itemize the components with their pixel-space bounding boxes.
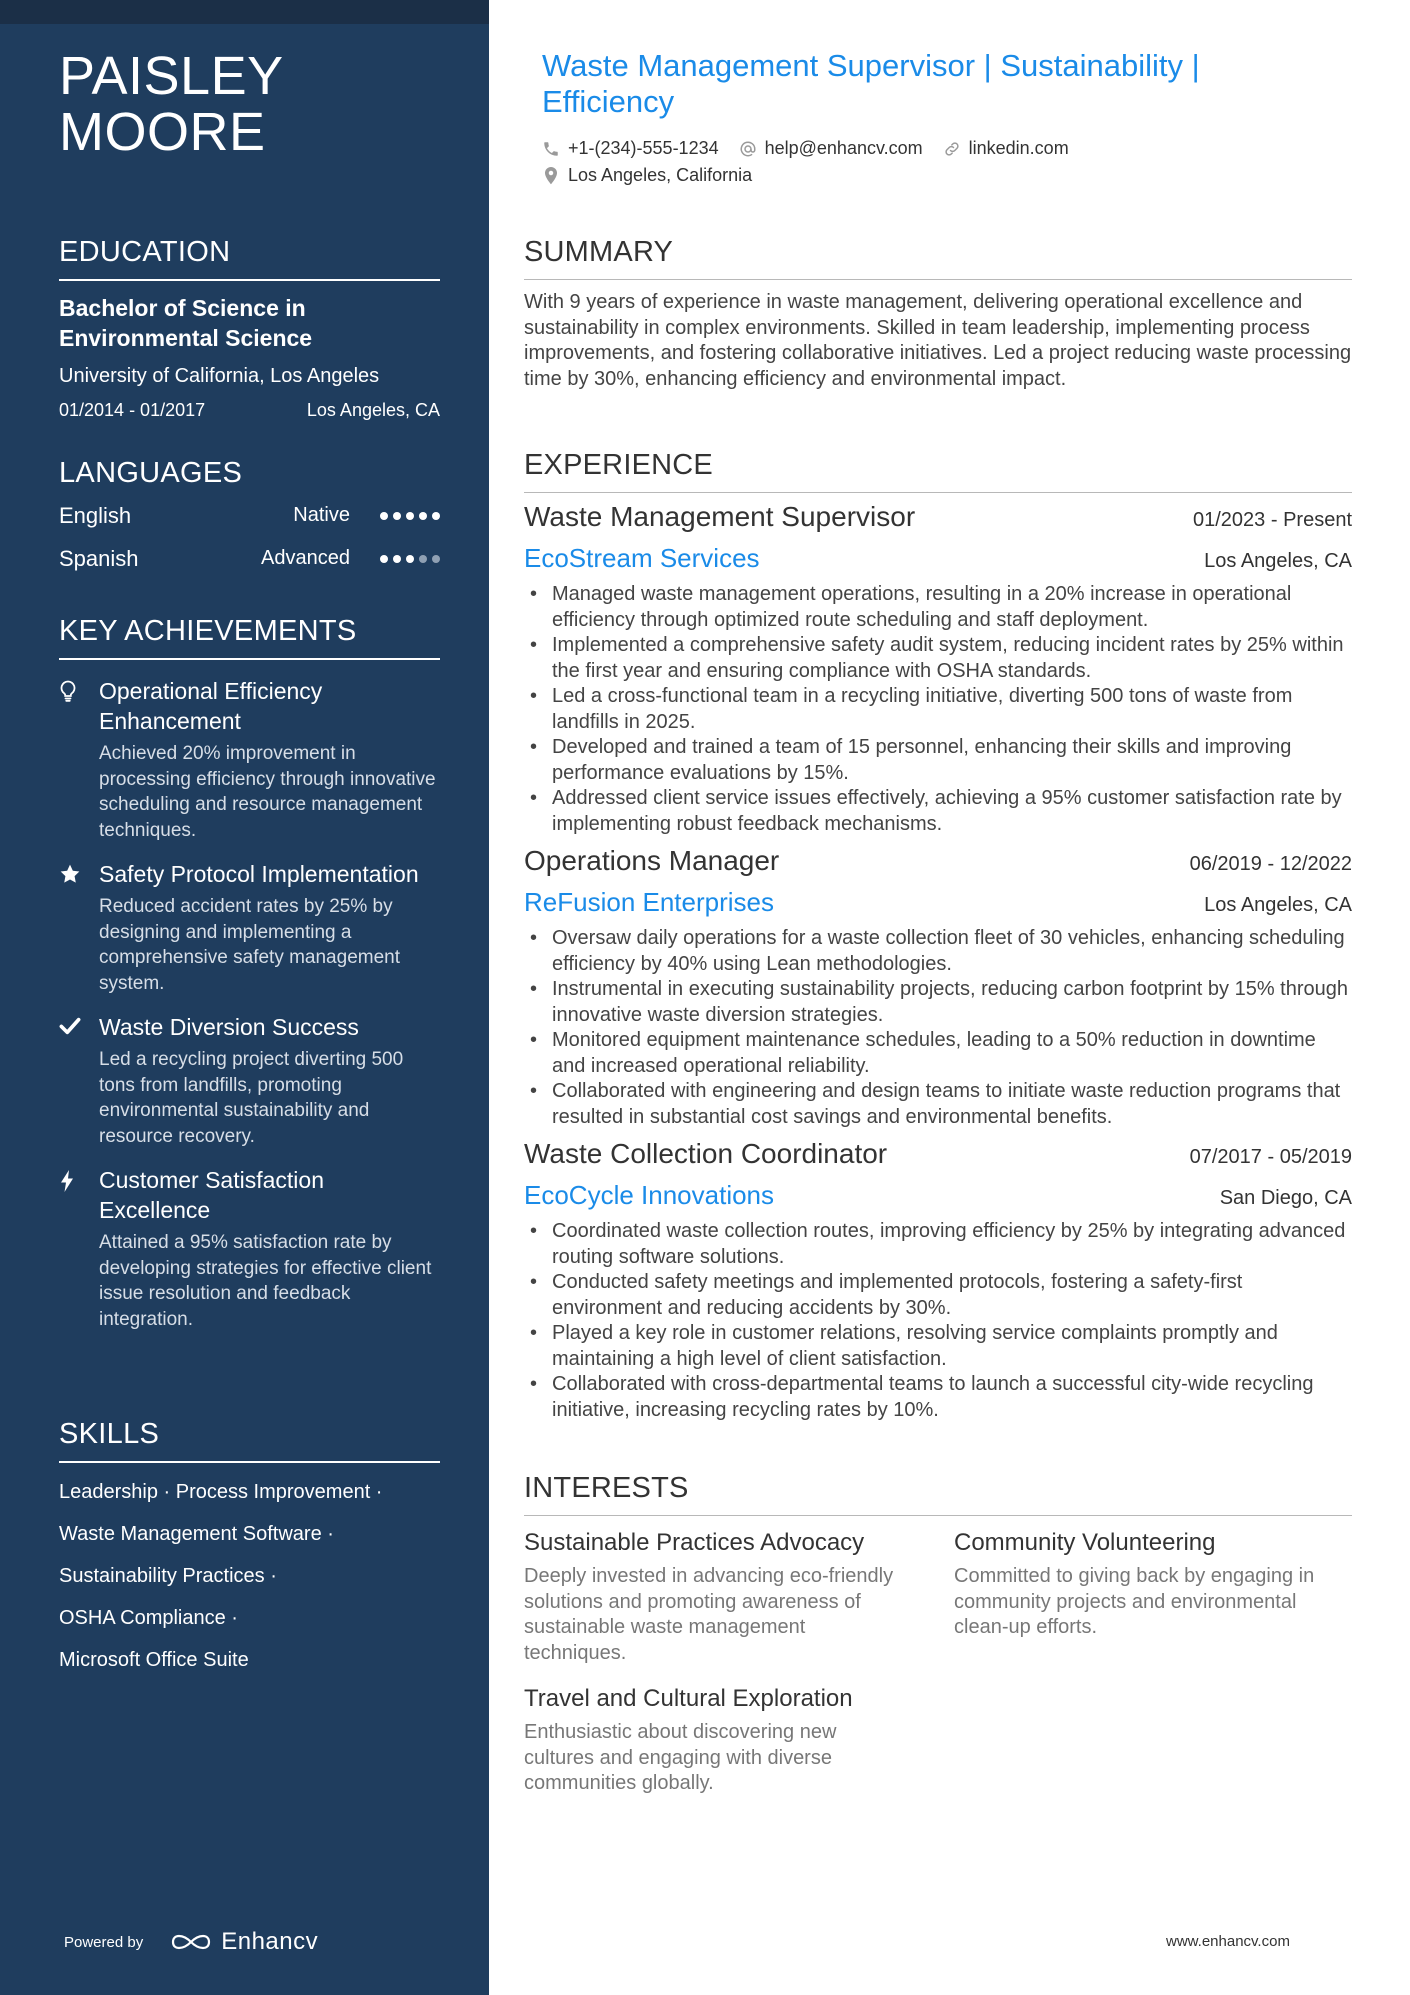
achievement-title: Operational Efficiency Enhancement [99, 678, 323, 734]
job-bullet: • Monitored equipment maintenance schedules, leading to a 50% reduction in downtime and increased operational reliability. [524, 1028, 1352, 1079]
job-bullet: • Addressed client service issues effectively, achieving a 95% customer satisfaction rate by implementing robust feedback mechanisms. [524, 786, 1352, 837]
interest-title: Travel and Cultural Exploration [524, 1685, 853, 1712]
achievement-desc: Achieved 20% improvement in processing efficiency through innovative scheduling and resource management techniques. [99, 743, 436, 841]
summary-section [524, 236, 1352, 392]
job-bullets [524, 1219, 1352, 1423]
job-bullet: • Conducted safety meetings and implemented protocols, fostering a safety-first environment and reducing accidents by 30%. [524, 1270, 1352, 1321]
job-entry [524, 845, 1352, 1130]
email-text: help@enhancv.com [764, 138, 923, 158]
interest-desc: Deeply invested in advancing eco-friendly solutions and promoting awareness of sustainable waste management techniques. [524, 1565, 894, 1664]
job-bullet: • Collaborated with cross-departmental teams to launch a successful city-wide recycling initiative, increasing recycling rates by 10%. [524, 1372, 1352, 1423]
education-dates: 01/2014 - 01/2017 [59, 400, 206, 420]
rating-dot [406, 512, 414, 520]
job-dates: 06/2019 - 12/2022 [1189, 853, 1352, 875]
job-bullet: • Led a cross-functional team in a recycling initiative, diverting 500 tons of waste from landfills in 2025. [524, 684, 1352, 735]
rating-dot [432, 512, 440, 520]
phone-text: +1-(234)-555-1234 [568, 138, 719, 158]
achievement-title: Safety Protocol Implementation [99, 861, 419, 887]
job-company-row [524, 887, 1352, 918]
job-bullet: • Oversaw daily operations for a waste collection fleet of 30 vehicles, enhancing scheduling efficiency by 40% using Lean methodologies. [524, 926, 1352, 977]
rating-dot [393, 512, 401, 520]
achievement-desc: Attained a 95% satisfaction rate by developing strategies for effective client issue resolution and feedback integration. [99, 1232, 432, 1330]
education-section [59, 236, 440, 421]
interests-list [524, 1528, 1352, 1815]
interest-item [954, 1528, 1352, 1666]
star-icon [59, 859, 99, 996]
achievement-item [59, 1012, 440, 1149]
achievement-desc: Reduced accident rates by 25% by designing and implementing a comprehensive safety management system. [99, 896, 400, 994]
name-first: PAISLEY [59, 46, 284, 106]
education-degree: Bachelor of Science in Environmental Science [59, 295, 313, 351]
interests-section [524, 1472, 1352, 1815]
education-location: Los Angeles, CA [306, 400, 440, 420]
achievements-heading: KEY ACHIEVEMENTS [59, 615, 440, 660]
achievement-body [99, 859, 440, 996]
powered-label: Powered by [64, 1933, 144, 1951]
summary-heading: SUMMARY [524, 236, 1352, 280]
name-last: MOORE [59, 102, 266, 162]
job-dates: 01/2023 - Present [1193, 509, 1352, 531]
contact-location [542, 165, 752, 186]
interest-title: Community Volunteering [954, 1529, 1216, 1556]
contact-email[interactable] [739, 138, 923, 159]
enhancv-mark-icon [169, 1931, 213, 1953]
language-row [59, 494, 440, 537]
job-bullet: • Coordinated waste collection routes, improving efficiency by 25% by integrating advanced routing software solutions. [524, 1219, 1352, 1270]
job-dates: 07/2017 - 05/2019 [1189, 1146, 1352, 1168]
headline-title: Waste Management Supervisor | Sustainability | Efficiency [542, 48, 1200, 119]
languages-heading: LANGUAGES [59, 457, 243, 489]
enhancv-logo[interactable] [169, 1928, 318, 1956]
interests-heading: INTERESTS [524, 1472, 1352, 1516]
achievement-body [99, 676, 440, 843]
experience-section [524, 449, 1352, 1423]
skills-section [59, 1418, 440, 1681]
interest-title: Sustainable Practices Advocacy [524, 1529, 865, 1556]
job-company[interactable]: ReFusion Enterprises [524, 887, 774, 917]
rating-dot [380, 555, 388, 563]
job-header [524, 1138, 1352, 1170]
job-entry [524, 501, 1352, 837]
job-location: San Diego, CA [1219, 1187, 1352, 1209]
interest-item [524, 1684, 954, 1797]
powered-by [64, 1928, 318, 1956]
link-icon [943, 140, 961, 158]
job-company[interactable]: EcoStream Services [524, 543, 760, 573]
experience-list [524, 501, 1352, 1423]
lightbulb-icon [59, 676, 99, 843]
contact-row-2 [542, 162, 1302, 189]
languages-list [59, 494, 440, 580]
job-bullet: • Managed waste management operations, resulting in a 20% increase in operational efficiency through optimized route scheduling and staff deployment. [524, 582, 1352, 633]
rating-dot [406, 555, 414, 563]
job-bullet: • Implemented a comprehensive safety audit system, reducing incident rates by 25% within the first year and ensuring compliance with OSHA standards. [524, 633, 1352, 684]
location-pin-icon [542, 166, 560, 186]
bolt-icon [59, 1165, 99, 1332]
job-company-row [524, 543, 1352, 574]
rating-dot [393, 555, 401, 563]
language-rating [380, 512, 440, 520]
skill-line: Leadership · Process Improvement · [59, 1481, 383, 1503]
skill-line: Sustainability Practices · [59, 1565, 277, 1587]
contact-block [542, 135, 1302, 189]
contact-row-1 [542, 135, 1302, 162]
language-name: English [59, 502, 132, 528]
achievements-section [59, 615, 440, 1332]
rating-dot [419, 512, 427, 520]
summary-text: With 9 years of experience in waste management, delivering operational excellence and sustainability in complex environments. Skilled in team leadership, implementing process improvements, and fostering collaborative initiatives. Led a project reducing waste processing time by 30%, enhancing efficiency and environmental impact. [524, 291, 1352, 390]
enhancv-wordmark: Enhancv [221, 1928, 319, 1955]
job-bullets [524, 582, 1352, 837]
interest-item [524, 1528, 954, 1666]
job-bullet: • Collaborated with engineering and design teams to initiate waste reduction programs that resulted in substantial cost savings and environmental benefits. [524, 1079, 1352, 1130]
skills-list [59, 1471, 440, 1681]
job-bullets [524, 926, 1352, 1130]
contact-phone[interactable] [542, 138, 719, 159]
language-row [59, 537, 440, 580]
job-title: Waste Collection Coordinator [524, 1138, 888, 1169]
job-company[interactable]: EcoCycle Innovations [524, 1180, 775, 1210]
rating-dot [432, 555, 440, 563]
language-rating [380, 555, 440, 563]
education-meta [59, 400, 440, 421]
job-header [524, 845, 1352, 877]
sidebar-top-strip [0, 0, 489, 24]
education-heading: EDUCATION [59, 236, 440, 281]
experience-heading: EXPERIENCE [524, 449, 1352, 493]
language-name: Spanish [59, 545, 139, 571]
job-location: Los Angeles, CA [1204, 550, 1352, 572]
contact-link[interactable] [943, 138, 1069, 159]
achievement-title: Waste Diversion Success [99, 1014, 359, 1040]
job-header [524, 501, 1352, 533]
achievement-body [99, 1012, 440, 1149]
skills-heading: SKILLS [59, 1418, 440, 1463]
achievement-title: Customer Satisfaction Excellence [99, 1167, 324, 1223]
achievement-item [59, 1165, 440, 1332]
achievement-desc: Led a recycling project diverting 500 tons from landfills, promoting environmental sustainability and resource recovery. [99, 1049, 404, 1147]
rating-dot [419, 555, 427, 563]
job-entry [524, 1138, 1352, 1423]
phone-icon [542, 140, 560, 158]
education-school: University of California, Los Angeles [59, 365, 380, 387]
job-bullet: • Played a key role in customer relations, resolving service complaints promptly and maintaining a high level of client satisfaction. [524, 1321, 1352, 1372]
skill-line: Waste Management Software · [59, 1523, 334, 1545]
sidebar [0, 0, 489, 1995]
rating-dot [380, 512, 388, 520]
language-level: Native [293, 504, 350, 526]
achievements-list [59, 676, 440, 1332]
location-text: Los Angeles, California [568, 165, 753, 185]
link-text: linkedin.com [968, 138, 1069, 158]
candidate-name [59, 48, 284, 160]
interest-desc: Enthusiastic about discovering new cultures and engaging with diverse communities globally. [524, 1721, 837, 1794]
job-company-row [524, 1180, 1352, 1211]
skill-line: OSHA Compliance · [59, 1607, 238, 1629]
footer-website[interactable]: www.enhancv.com [1166, 1933, 1290, 1950]
check-icon [59, 1012, 99, 1149]
at-icon [739, 140, 757, 158]
achievement-item [59, 859, 440, 996]
job-bullet: • Instrumental in executing sustainability projects, reducing carbon footprint by 15% through innovative waste diversion strategies. [524, 977, 1352, 1028]
achievement-item [59, 676, 440, 843]
interest-desc: Committed to giving back by engaging in community projects and environmental clean-up efforts. [954, 1565, 1315, 1638]
achievement-body [99, 1165, 440, 1332]
job-title: Waste Management Supervisor [524, 501, 916, 532]
job-title: Operations Manager [524, 845, 780, 876]
job-location: Los Angeles, CA [1204, 894, 1352, 916]
languages-section [59, 457, 440, 580]
skill-line: Microsoft Office Suite [59, 1649, 249, 1671]
language-level: Advanced [261, 547, 350, 569]
job-bullet: • Developed and trained a team of 15 personnel, enhancing their skills and improving performance evaluations by 15%. [524, 735, 1352, 786]
